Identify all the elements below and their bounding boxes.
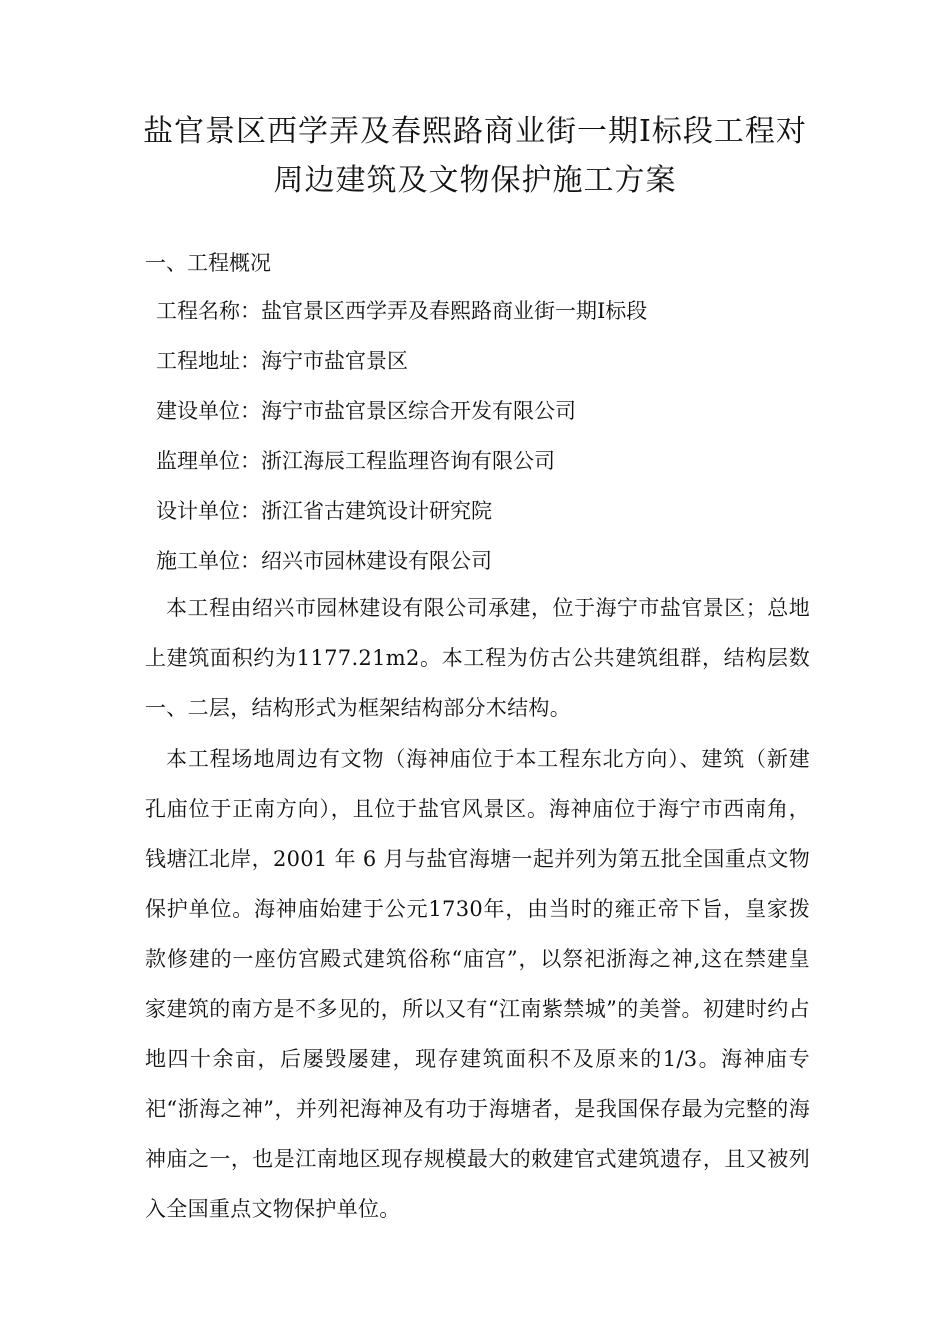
- info-supervision-unit: 监理单位：浙江海辰工程监理咨询有限公司: [156, 449, 555, 473]
- info-project-address: 工程地址：海宁市盐官景区: [156, 349, 408, 373]
- document-title-line-2: 周边建筑及文物保护施工方案: [273, 163, 677, 198]
- section-heading-overview: 一、工程概况: [145, 251, 271, 275]
- paragraph-project-summary: 本工程由绍兴市园林建设有限公司承建，位于海宁市盐官景区；总地上建筑面积约为1177.21m2。本工程为仿古公共建筑组群，结构层数一、二层，结构形式为框架结构部分木结构。: [145, 596, 810, 720]
- info-project-name: 工程名称：盐官景区西学弄及春熙路商业街一期Ⅰ标段: [156, 299, 648, 323]
- document-title-line-1: 盐官景区西学弄及春熙路商业街一期Ⅰ标段工程对: [143, 114, 807, 149]
- info-construction-owner: 建设单位：海宁市盐官景区综合开发有限公司: [156, 399, 576, 423]
- info-contractor: 施工单位：绍兴市园林建设有限公司: [156, 549, 492, 573]
- paragraph-surroundings: 本工程场地周边有文物（海神庙位于本工程东北方向）、建筑（新建孔庙位于正南方向），且位于盐官风景区。海神庙位于海宁市西南角，钱塘江北岸，2001 年 6 月与盐官海塘一起并列为第五批全国重点文物保护单位。海神庙始建于公元1730年，由当时的雍正帝下旨，皇家拨款修建的一座仿宫殿式建筑俗称“庙宫”，以祭祀浙海之神,这在禁建皇家建筑的南方是不多见的，所以又有“江南紫禁城”的美誉。初建时约占地四十余亩，后屡毁屡建，现存建筑面积不及原来的1/3。海神庙专祀“浙海之神”，并列祀海神及有功于海塘者，是我国保存最为完整的海神庙之一，也是江南地区现存规模最大的敕建官式建筑遗存，且又被列入全国重点文物保护单位。: [145, 747, 810, 1221]
- info-design-unit: 设计单位：浙江省古建筑设计研究院: [156, 499, 492, 523]
